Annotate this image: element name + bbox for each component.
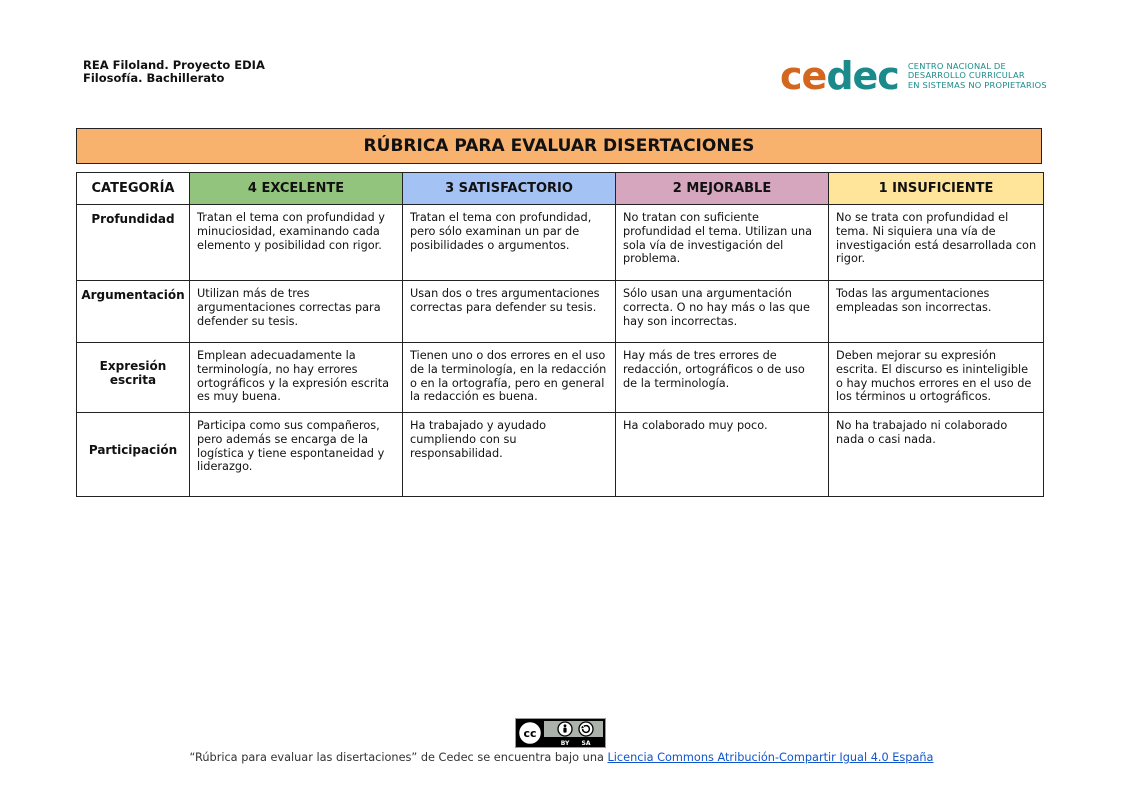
table-cell: Participa como sus compañeros, pero además se encarga de la logística y tiene espontaneidad y liderazgo. xyxy=(190,413,403,497)
table-cell: Tratan el tema con profundidad y minuciosidad, examinando cada elemento y posibilidad con rigor. xyxy=(190,205,403,281)
table-cell: Hay más de tres errores de redacción, ortográficos o de uso de la terminología. xyxy=(616,343,829,413)
header-insuficiente: 1 INSUFICIENTE xyxy=(829,173,1044,205)
table-cell: Usan dos o tres argumentaciones correctas para defender su tesis. xyxy=(403,281,616,343)
row-category: Expresión escrita xyxy=(77,343,190,413)
table-row xyxy=(77,413,1044,497)
table-row xyxy=(77,205,1044,281)
table-cell: Todas las argumentaciones empleadas son incorrectas. xyxy=(829,281,1044,343)
table-cell: Tienen uno o dos errores en el uso de la terminología, en la redacción o en la ortografía, pero en general la redacción es buena. xyxy=(403,343,616,413)
table-cell: No tratan con suficiente profundidad el tema. Utilizan una sola vía de investigación del problema. xyxy=(616,205,829,281)
table-row xyxy=(77,281,1044,343)
header-line-subject: Filosofía. Bachillerato xyxy=(83,71,225,85)
table-cell: Tratan el tema con profundidad, pero sólo examinan un par de posibilidades o argumentos. xyxy=(403,205,616,281)
sa-text: SA xyxy=(581,740,591,747)
rubric-title: RÚBRICA PARA EVALUAR DISERTACIONES xyxy=(76,128,1042,164)
license-link[interactable]: Licencia Commons Atribución-Compartir Igual 4.0 España xyxy=(607,751,934,764)
table-row xyxy=(77,343,1044,413)
table-cell: No se trata con profundidad el tema. Ni siquiera una vía de investigación está desarrollada con rigor. xyxy=(829,205,1044,281)
table-cell: Utilizan más de tres argumentaciones correctas para defender su tesis. xyxy=(190,281,403,343)
table-cell: Sólo usan una argumentación correcta. O no hay más o las que hay son incorrectas. xyxy=(616,281,829,343)
header-categoria: CATEGORÍA xyxy=(77,173,190,205)
cc-text: cc xyxy=(523,727,537,740)
table-header-row xyxy=(77,173,1044,205)
row-category: Argumentación xyxy=(77,281,190,343)
table-cell: Ha trabajado y ayudado cumpliendo con su responsabilidad. xyxy=(403,413,616,497)
table-cell: Ha colaborado muy poco. xyxy=(616,413,829,497)
header-line-project: REA Filoland. Proyecto EDIA xyxy=(83,58,265,72)
document-header xyxy=(83,59,265,85)
by-text: BY xyxy=(560,740,570,747)
table-cell: Deben mejorar su expresión escrita. El discurso es ininteligible o hay muchos errores en el uso de los términos u ortográficos. xyxy=(829,343,1044,413)
row-category: Participación xyxy=(77,413,190,497)
table-cell: No ha trabajado ni colaborado nada o casi nada. xyxy=(829,413,1044,497)
cedec-logo-subtitle: CENTRO NACIONAL DE DESARROLLO CURRICULAR EN SISTEMAS NO PROPIETARIOS xyxy=(907,60,1047,90)
row-category: Profundidad xyxy=(77,205,190,281)
cedec-logo xyxy=(780,56,1047,96)
license-footer xyxy=(0,751,1123,764)
rubric-table xyxy=(76,172,1044,497)
header-excelente: 4 EXCELENTE xyxy=(190,173,403,205)
cedec-logo-word: cedec xyxy=(780,54,899,98)
creative-commons-by-sa-icon xyxy=(515,718,606,748)
cc-badge-graphic xyxy=(516,719,605,747)
header-satisfactorio: 3 SATISFACTORIO xyxy=(403,173,616,205)
license-footer-text: “Rúbrica para evaluar las disertaciones” de Cedec se encuentra bajo una xyxy=(189,751,608,764)
header-mejorable: 2 MEJORABLE xyxy=(616,173,829,205)
table-cell: Emplean adecuadamente la terminología, no hay errores ortográficos y la expresión escrita es muy buena. xyxy=(190,343,403,413)
